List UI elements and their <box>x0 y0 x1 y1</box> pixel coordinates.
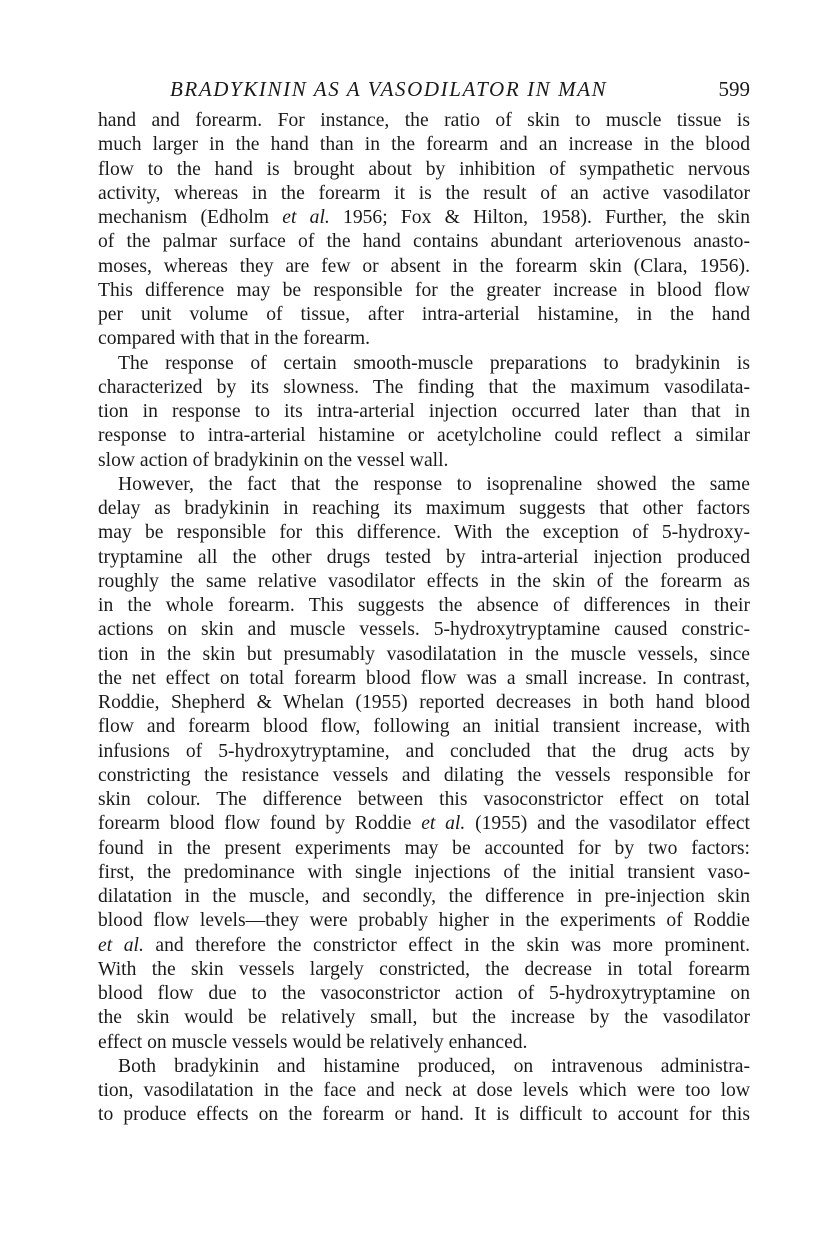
text-line <box>98 376 750 400</box>
text-segment: the skin would be relatively small, but the increase by the vasodilator <box>98 1007 750 1029</box>
text-line <box>98 861 750 885</box>
text-segment: moses, whereas they are few or absent in the forearm skin (Clara, 1956). <box>98 255 750 277</box>
text-line <box>98 473 750 497</box>
running-head <box>98 76 750 102</box>
text-line <box>98 279 750 303</box>
text-line <box>98 424 750 448</box>
body-text <box>98 109 750 1128</box>
text-line <box>98 182 750 206</box>
text-line <box>98 837 750 861</box>
text-segment: first, the predominance with single injections of the initial transient vaso- <box>98 861 750 883</box>
italic-text: et al. <box>421 813 466 835</box>
text-segment: tryptamine all the other drugs tested by intra-arterial injection produced <box>98 546 750 568</box>
text-line <box>98 934 750 958</box>
text-segment: With the skin vessels largely constricted, the decrease in total forearm <box>98 958 750 980</box>
text-line <box>98 764 750 788</box>
text-segment: (1955) and the vasodilator effect <box>465 813 750 835</box>
text-segment: found in the present experiments may be accounted for by two factors: <box>98 837 750 859</box>
text-line <box>98 497 750 521</box>
text-line <box>98 1103 750 1127</box>
text-segment: activity, whereas in the forearm it is the result of an active vasodilator <box>98 182 750 204</box>
text-line <box>98 133 750 157</box>
text-segment: flow and forearm blood flow, following an initial transient increase, with <box>98 716 750 738</box>
text-line <box>98 667 750 691</box>
text-segment: may be responsible for this difference. With the exception of 5-hydroxy- <box>98 522 750 544</box>
text-segment: actions on skin and muscle vessels. 5-hydroxytryptamine caused constric- <box>98 619 750 641</box>
text-segment: This difference may be responsible for the greater increase in blood flow <box>98 279 750 301</box>
text-segment: response to intra-arterial histamine or acetylcholine could reflect a similar <box>98 425 750 447</box>
text-segment: 1956; Fox & Hilton, 1958). Further, the skin <box>329 207 750 228</box>
text-line <box>98 546 750 570</box>
text-segment: slow action of bradykinin on the vessel wall. <box>98 449 449 471</box>
text-segment: of the palmar surface of the hand contains abundant arteriovenous anasto- <box>98 231 750 253</box>
text-line <box>98 255 750 279</box>
text-segment: Both bradykinin and histamine produced, on intravenous administra- <box>118 1055 750 1077</box>
text-segment: tion in the skin but presumably vasodilatation in the muscle vessels, since <box>98 643 750 665</box>
text-line <box>98 691 750 715</box>
text-line <box>98 885 750 909</box>
text-segment: However, the fact that the response to isoprenaline showed the same <box>118 473 750 495</box>
paragraph <box>98 473 750 1055</box>
text-segment: blood flow levels—they were probably higher in the experiments of Roddie <box>98 910 750 932</box>
text-segment: tion in response to its intra-arterial injection occurred later than that in <box>98 401 750 422</box>
text-segment: much larger in the hand than in the forearm and an increase in the blood <box>98 134 750 156</box>
text-segment: hand and forearm. For instance, the ratio of skin to muscle tissue is <box>98 110 750 131</box>
text-line <box>98 643 750 667</box>
text-line <box>98 909 750 933</box>
text-segment: mechanism (Edholm <box>98 207 283 228</box>
text-line <box>98 400 750 424</box>
text-segment: Roddie, Shepherd & Whelan (1955) reported decreases in both hand blood <box>98 692 750 713</box>
text-line <box>98 570 750 594</box>
text-line <box>98 303 750 327</box>
text-segment: to produce effects on the forearm or hand. It is difficult to account for this <box>98 1104 750 1126</box>
text-line <box>98 618 750 642</box>
text-segment: tion, vasodilatation in the face and neck at dose levels which were too low <box>98 1080 750 1101</box>
paragraph <box>98 1055 750 1128</box>
text-line <box>98 812 750 836</box>
text-line <box>98 352 750 376</box>
text-segment: The response of certain smooth-muscle preparations to bradykinin is <box>118 352 750 374</box>
page-number: 599 <box>718 77 750 101</box>
text-line <box>98 1031 750 1055</box>
text-line <box>98 715 750 739</box>
text-line <box>98 521 750 545</box>
text-line <box>98 788 750 812</box>
text-line <box>98 206 750 230</box>
text-line <box>98 230 750 254</box>
text-segment: and therefore the constrictor effect in the skin was more prominent. <box>143 934 750 956</box>
text-segment: the net effect on total forearm blood flow was a small increase. In contrast, <box>98 667 750 689</box>
text-segment: effect on muscle vessels would be relatively enhanced. <box>98 1031 528 1053</box>
text-segment: forearm blood flow found by Roddie <box>98 813 422 835</box>
text-segment: flow to the hand is brought about by inhibition of sympathetic nervous <box>98 158 750 180</box>
text-line <box>98 327 750 351</box>
paragraph <box>98 109 750 352</box>
text-segment: in the whole forearm. This suggests the absence of differences in their <box>98 595 750 616</box>
text-segment: constricting the resistance vessels and dilating the vessels responsible for <box>98 764 750 786</box>
text-line <box>98 982 750 1006</box>
running-title: BRADYKININ AS A VASODILATOR IN MAN <box>170 77 608 101</box>
text-segment: blood flow due to the vasoconstrictor action of 5-hydroxytryptamine on <box>98 983 750 1004</box>
text-line <box>98 594 750 618</box>
text-line <box>98 740 750 764</box>
text-segment: skin colour. The difference between this vasoconstrictor effect on total <box>98 789 750 810</box>
text-line <box>98 158 750 182</box>
text-line <box>98 1055 750 1079</box>
text-segment: delay as bradykinin in reaching its maximum suggests that other factors <box>98 498 750 519</box>
text-line <box>98 958 750 982</box>
text-segment: dilatation in the muscle, and secondly, the difference in pre-injection skin <box>98 886 750 907</box>
text-line <box>98 449 750 473</box>
text-segment: per unit volume of tissue, after intra-arterial histamine, in the hand <box>98 304 750 325</box>
text-segment: compared with that in the forearm. <box>98 328 371 350</box>
paragraph <box>98 352 750 473</box>
italic-text: et al. <box>98 934 144 956</box>
text-line <box>98 1079 750 1103</box>
text-segment: roughly the same relative vasodilator effects in the skin of the forearm as <box>98 570 750 592</box>
text-line <box>98 1006 750 1030</box>
italic-text: et al. <box>282 207 330 228</box>
text-segment: infusions of 5-hydroxytryptamine, and concluded that the drug acts by <box>98 740 750 762</box>
text-segment: characterized by its slowness. The finding that the maximum vasodilata- <box>98 376 750 398</box>
text-line <box>98 109 750 133</box>
